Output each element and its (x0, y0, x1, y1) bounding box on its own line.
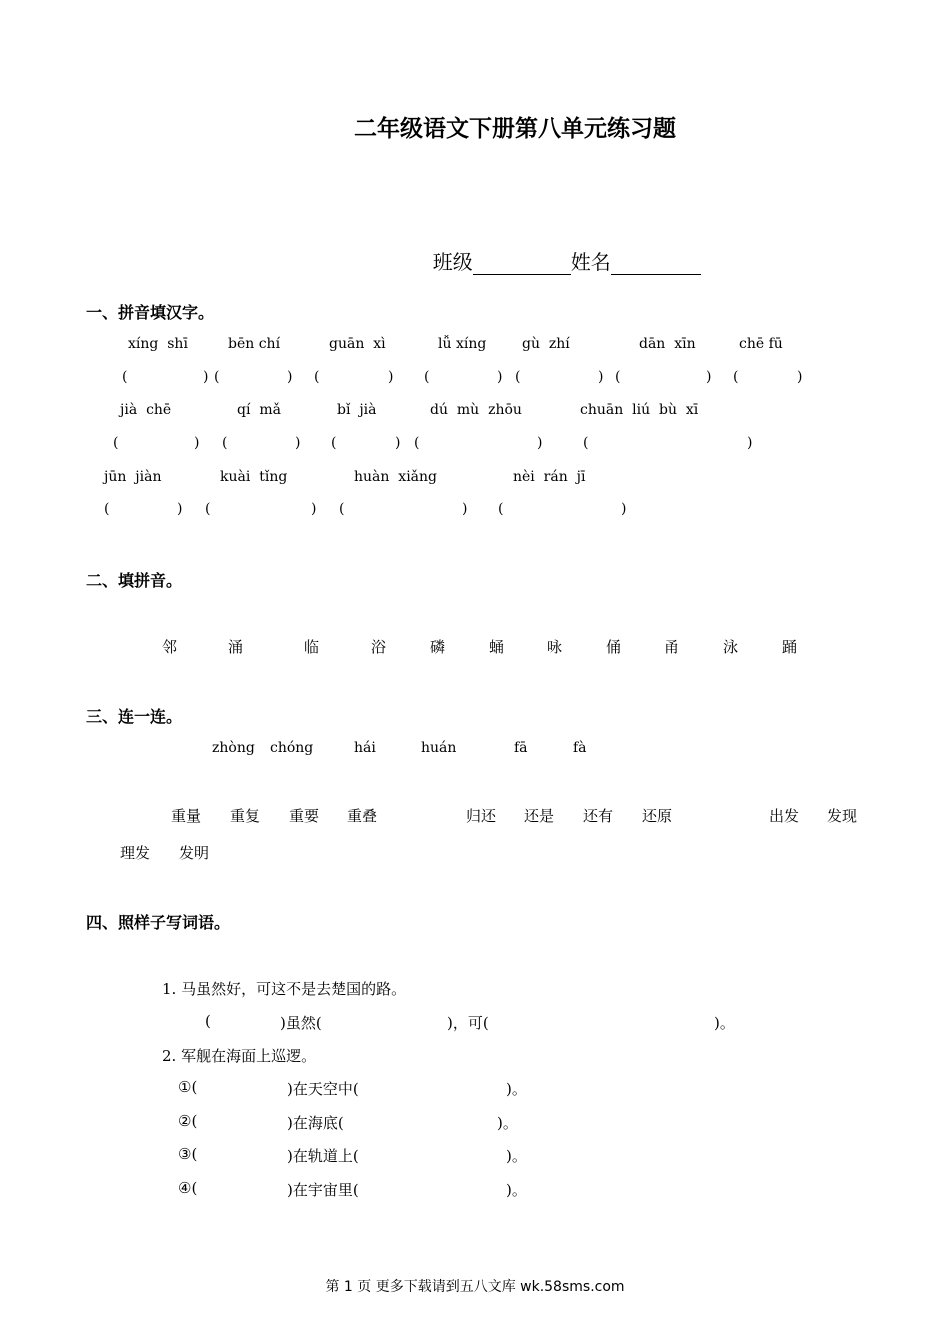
pinyin-item: dān xīn (639, 336, 696, 352)
blank-open: ( (122, 369, 128, 385)
fill-mid: )虽然( (280, 1014, 322, 1032)
pinyin-item: nèi rán jī (513, 469, 586, 485)
pinyin-item: lǚ xíng (438, 336, 487, 352)
item-mid: )在海底( (287, 1114, 344, 1132)
blank-open: ( (498, 501, 504, 517)
char-item: 踊 (782, 638, 798, 656)
word-item: 重要 (289, 807, 320, 825)
pinyin-item: bēn chí (228, 336, 281, 352)
section1-heading: 一、拼音填汉字。 (86, 303, 215, 322)
pinyin-item: jià chē (120, 402, 172, 418)
blank-open: ( (314, 369, 320, 385)
char-item: 磷 (430, 638, 446, 656)
fill-open: ( (205, 1012, 211, 1030)
blank-open: ( (104, 501, 110, 517)
pinyin-item: chuān liú bù xī (580, 402, 699, 418)
word-item: 重量 (171, 807, 202, 825)
blank-open: ( (331, 435, 337, 451)
name-label: 姓名 (570, 250, 611, 274)
blank-open: ( (222, 435, 228, 451)
blank-open: ( (205, 501, 211, 517)
item-end: )。 (506, 1147, 527, 1165)
blank-close: ) (537, 435, 543, 451)
blank-close: ) (287, 369, 293, 385)
name-blank (611, 254, 701, 275)
pinyin-item: huán (421, 740, 457, 756)
question-2: 2. 军舰在海面上巡逻。 (162, 1047, 317, 1065)
char-item: 临 (304, 638, 320, 656)
blank-close: ) (388, 369, 394, 385)
char-item: 涌 (228, 638, 244, 656)
pinyin-item: chóng (270, 740, 314, 756)
item-end: )。 (506, 1181, 527, 1199)
pinyin-item: dú mù zhōu (430, 402, 522, 418)
char-item: 邻 (162, 638, 178, 656)
blank-open: ( (733, 369, 739, 385)
blank-open: ( (414, 435, 420, 451)
item-num: ④( (178, 1179, 198, 1197)
pinyin-item: chē fū (739, 336, 783, 352)
pinyin-item: guān xì (329, 336, 386, 352)
blank-close: ) (462, 501, 468, 517)
question-1: 1. 马虽然好，可这不是去楚国的路。 (162, 980, 407, 998)
page-footer: 第 1 页 更多下载请到五八文库 wk.58sms.com (325, 1279, 625, 1295)
char-item: 泳 (723, 638, 739, 656)
item-mid: )在轨道上( (287, 1147, 359, 1165)
item-num: ②( (178, 1112, 198, 1130)
char-item: 甬 (664, 638, 680, 656)
blank-close: ) (797, 369, 803, 385)
word-item: 重复 (230, 807, 261, 825)
blank-close: ) (497, 369, 503, 385)
char-item: 俑 (606, 638, 622, 656)
class-name-line (420, 222, 701, 275)
item-mid: )在天空中( (287, 1080, 359, 1098)
pinyin-item: qí mǎ (237, 402, 281, 418)
word-item: 发现 (827, 807, 858, 825)
item-mid: )在宇宙里( (287, 1181, 359, 1199)
blank-close: ) (203, 369, 209, 385)
pinyin-item: zhòng (212, 740, 255, 756)
blank-open: ( (583, 435, 589, 451)
section3-heading: 三、连一连。 (86, 707, 183, 726)
char-item: 咏 (547, 638, 563, 656)
pinyin-item: huàn xiǎng (354, 469, 437, 485)
word-item: 出发 (769, 807, 800, 825)
item-num: ③( (178, 1145, 198, 1163)
fill-end: )。 (714, 1014, 735, 1032)
word-item: 还有 (583, 807, 614, 825)
page-title: 二年级语文下册第八单元练习题 (354, 116, 676, 142)
pinyin-item: xíng shī (128, 336, 188, 352)
blank-close: ) (747, 435, 753, 451)
blank-close: ) (621, 501, 627, 517)
pinyin-item: jūn jiàn (104, 469, 162, 485)
blank-close: ) (311, 501, 317, 517)
blank-open: ( (615, 369, 621, 385)
pinyin-item: gù zhí (522, 336, 570, 352)
blank-open: ( (424, 369, 430, 385)
blank-open: ( (339, 501, 345, 517)
class-label: 班级 (432, 250, 473, 274)
word-item: 发明 (179, 844, 210, 862)
fill-mid: )，可( (447, 1014, 489, 1032)
pinyin-item: fà (573, 740, 587, 756)
pinyin-item: kuài tǐng (220, 469, 288, 485)
blank-close: ) (395, 435, 401, 451)
pinyin-item: fā (514, 740, 528, 756)
blank-close: ) (177, 501, 183, 517)
item-end: )。 (497, 1114, 518, 1132)
blank-close: ) (706, 369, 712, 385)
section2-heading: 二、填拼音。 (86, 571, 183, 590)
item-num: ①( (178, 1078, 198, 1096)
blank-open: ( (113, 435, 119, 451)
section4-heading: 四、照样子写词语。 (86, 913, 231, 932)
pinyin-item: hái (354, 740, 376, 756)
blank-open: ( (214, 369, 220, 385)
char-item: 浴 (371, 638, 387, 656)
blank-close: ) (598, 369, 604, 385)
blank-close: ) (295, 435, 301, 451)
pinyin-item: bǐ jià (337, 402, 377, 418)
word-item: 重叠 (347, 807, 378, 825)
item-end: )。 (506, 1080, 527, 1098)
word-item: 归还 (466, 807, 497, 825)
blank-open: ( (515, 369, 521, 385)
char-item: 蛹 (489, 638, 505, 656)
word-item: 理发 (120, 844, 151, 862)
class-blank (473, 254, 571, 275)
blank-close: ) (194, 435, 200, 451)
word-item: 还原 (642, 807, 673, 825)
word-item: 还是 (524, 807, 555, 825)
